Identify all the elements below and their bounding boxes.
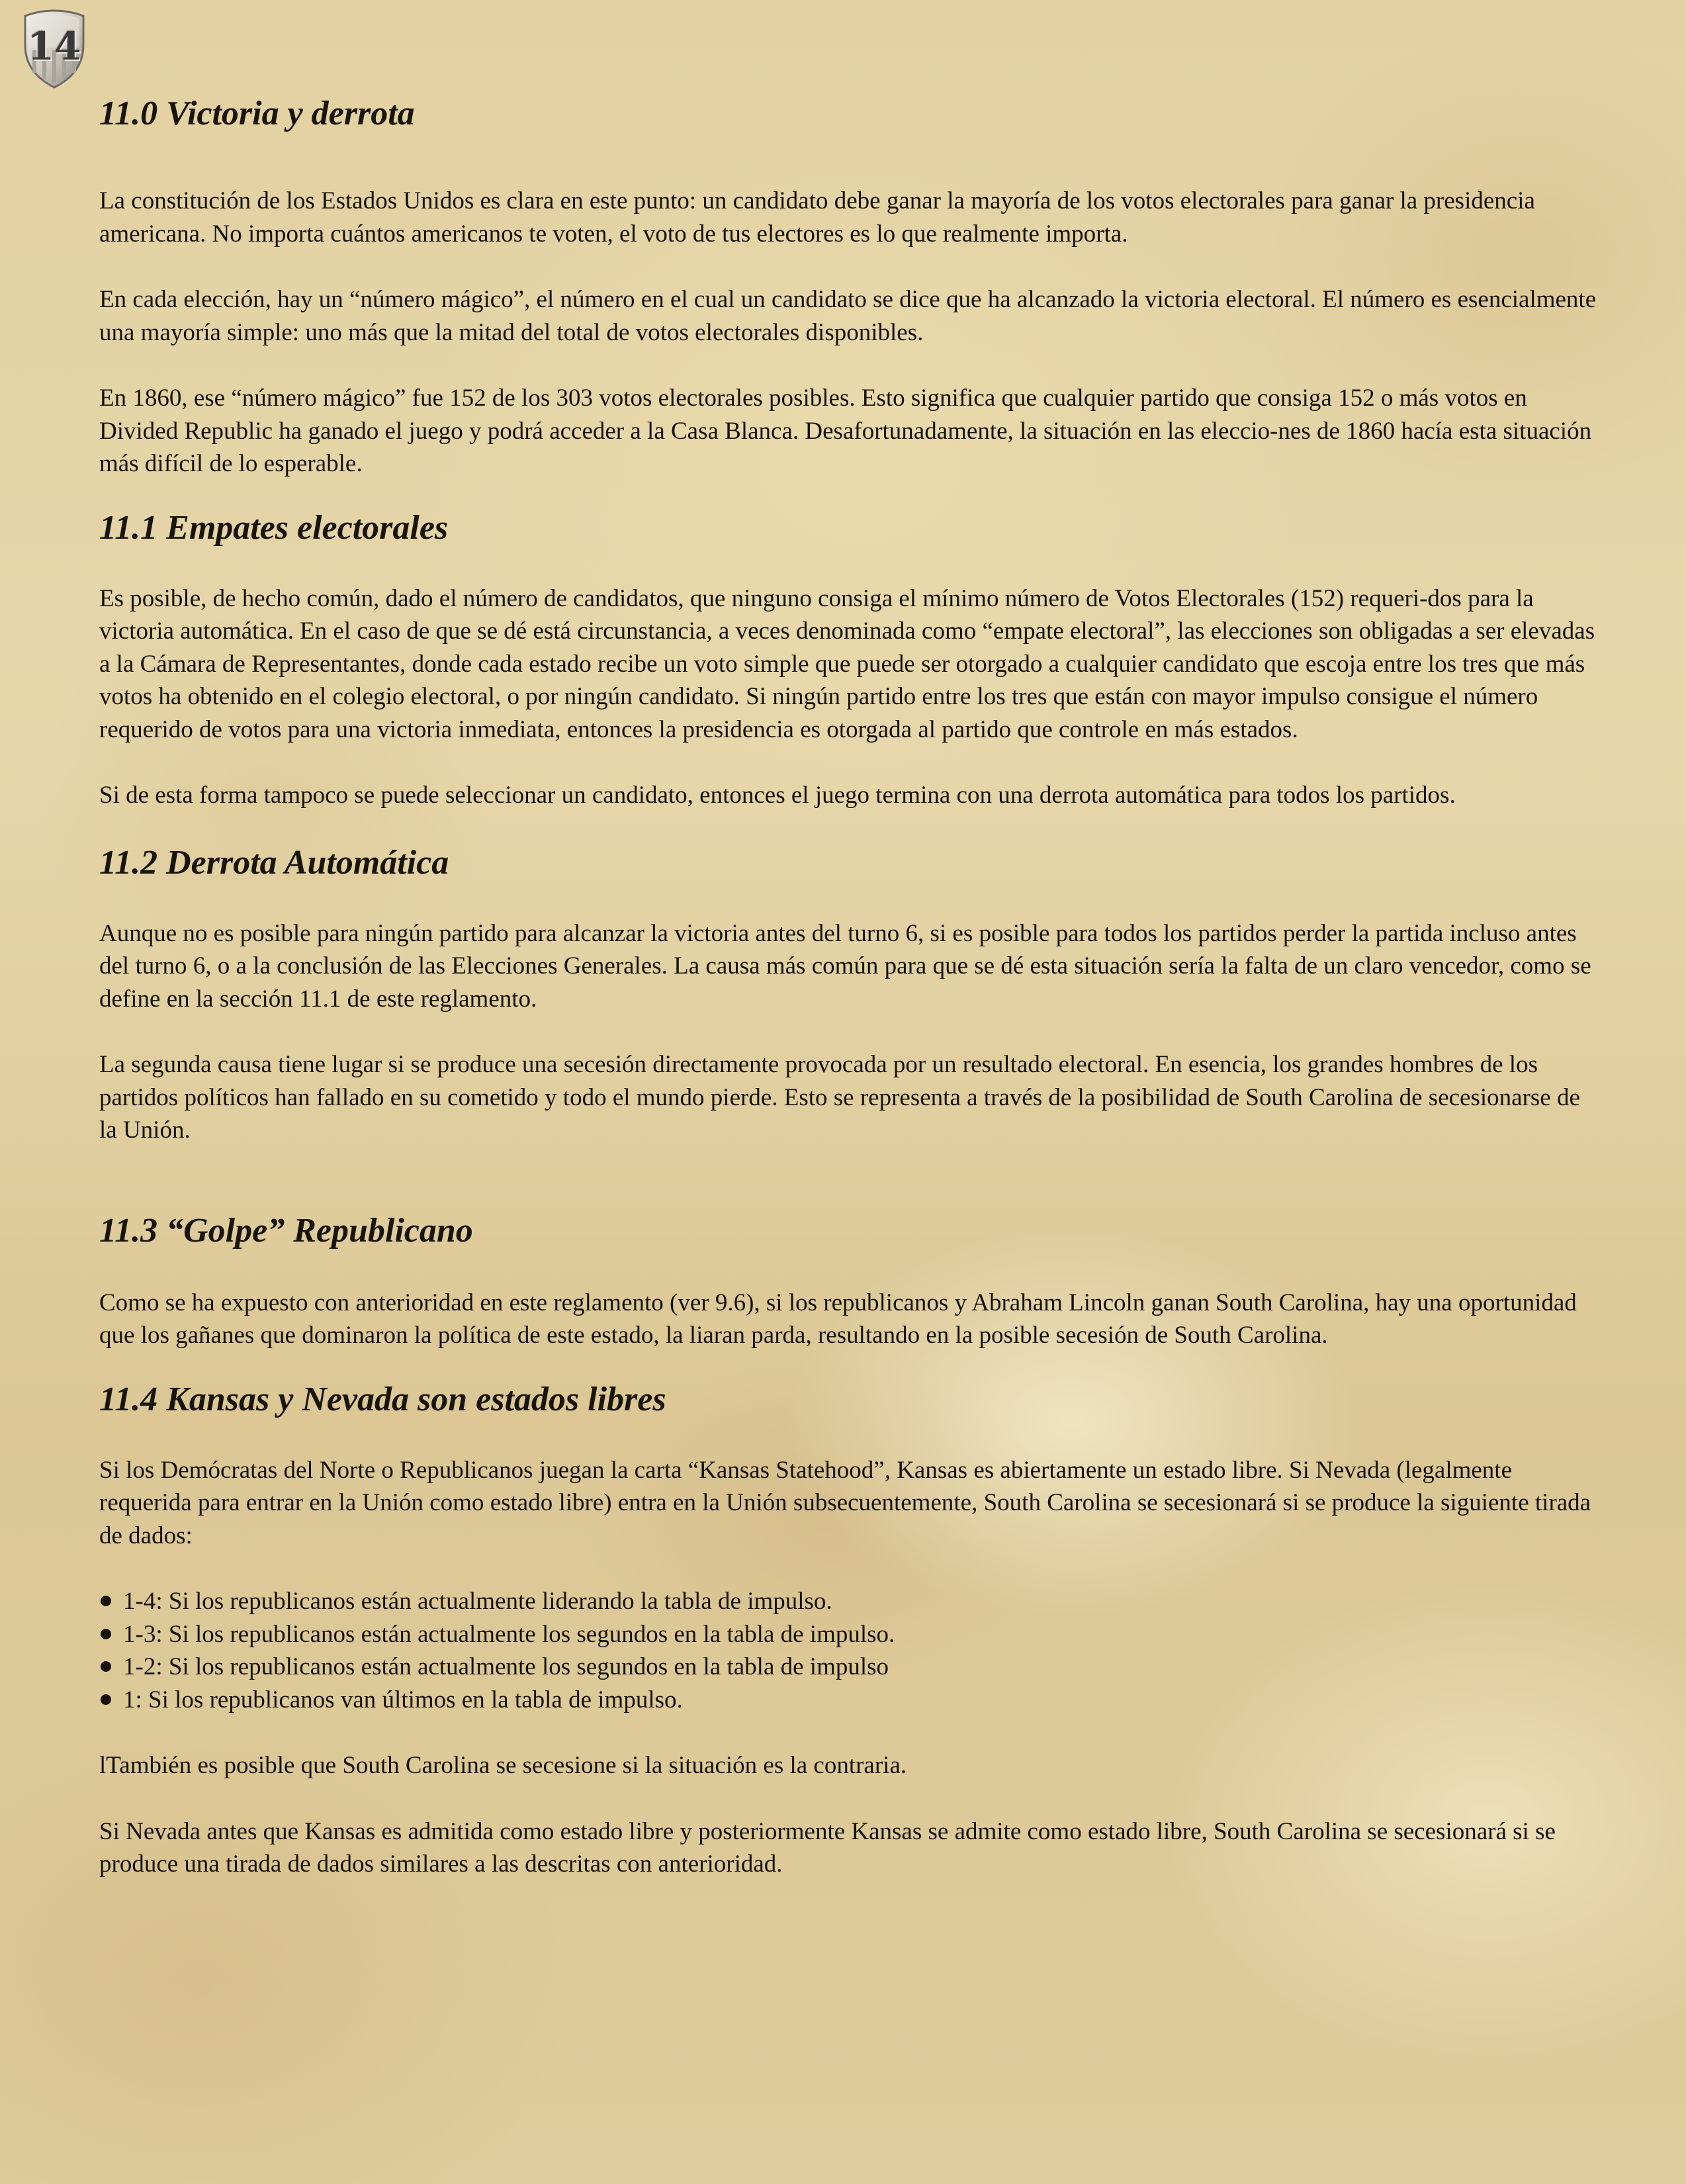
paragraph: Si Nevada antes que Kansas es admitida como estado libre y posteriormente Kansas se admite como estado libre, South Carolina se secesionará si se produce una tirada de dados similares a las descritas con anterioridad.	[99, 1817, 1556, 1878]
list-item	[99, 1618, 1601, 1651]
paragraph: En 1860, ese “número mágico” fue 152 de los 303 votos electorales posibles. Esto significa que cualquier partido que consiga 152 o más votos en Divided Republic ha ganado el juego y podrá acceder a la Casa Blanca. Desafortunadamente, la situación en las eleccio-nes de 1860 hacía esta situación más difícil de lo esperable.	[99, 385, 1592, 477]
section-heading-11-0: 11.0 Victoria y derrota	[99, 95, 415, 132]
list-item-text: 1-2: Si los republicanos están actualmente los segundos en la tabla de impulso	[123, 1653, 889, 1680]
paragraph: Si los Demócratas del Norte o Republicanos juegan la carta “Kansas Statehood”, Kansas es abiertamente un estado libre. Si Nevada (legalmente requerida para entrar en la Unión como estado libre) entra en la Unión subsecuentemente, South Carolina se secesionará si se produce la siguiente tirada de dados:	[99, 1456, 1591, 1549]
paragraph: Es posible, de hecho común, dado el número de candidatos, que ninguno consiga el mínimo número de Votos Electorales (152) requeri-dos para la victoria automática. En el caso de que se dé está circunstancia, a veces denominada como “empate electoral”, las elecciones son obligadas a ser elevadas a la Cámara de Representantes, donde cada estado recibe un voto simple que puede ser otorgado a cualquier candidato que escoja entre los tres que más votos ha obtenido en el colegio electoral, o por ningún candidato. Si ningún partido entre los tres que están con mayor impulso consigue el número requerido de votos para una victoria inmediata, entonces la presidencia es otorgada al partido que controle en más estados.	[99, 584, 1595, 743]
list-item-text: 1-3: Si los republicanos están actualmente los segundos en la tabla de impulso.	[123, 1620, 895, 1648]
document-body	[99, 86, 1601, 1881]
paragraph: Aunque no es posible para ningún partido para alcanzar la victoria antes del turno 6, si es posible para todos los partidos perder la partida incluso antes del turno 6, o a la conclusión de las Elecciones Generales. La causa más común para que se dé esta situación sería la falta de un claro vencedor, como se define en la sección 11.1 de este reglamento.	[99, 919, 1591, 1013]
section-heading-11-4: 11.4 Kansas y Nevada son estados libres	[99, 1380, 666, 1418]
bullet-icon	[101, 1596, 111, 1606]
paragraph: En cada elección, hay un “número mágico”, el número en el cual un candidato se dice que ha alcanzado la victoria electoral. El número es esencialmente una mayoría simple: uno más que la mitad del total de votos electorales disponibles.	[99, 286, 1597, 346]
list-item	[99, 1651, 1601, 1684]
list-item-text: 1: Si los republicanos van últimos en la tabla de impulso.	[123, 1686, 683, 1713]
paragraph: lTambién es posible que South Carolina se secesione si la situación es la contraria.	[99, 1752, 907, 1779]
bullet-icon	[101, 1661, 111, 1672]
bullet-icon	[101, 1629, 111, 1639]
bullet-icon	[101, 1694, 111, 1705]
paragraph: Si de esta forma tampoco se puede seleccionar un candidato, entonces el juego termina con una derrota automática para todos los partidos.	[99, 782, 1456, 809]
paragraph: La constitución de los Estados Unidos es clara en este punto: un candidato debe ganar la mayoría de los votos electorales para ganar la presidencia americana. No importa cuántos americanos te voten, el voto de tus electores es lo que realmente importa.	[99, 187, 1535, 248]
page-number-badge	[20, 4, 89, 90]
list-item-text: 1-4: Si los republicanos están actualmente liderando la tabla de impulso.	[123, 1588, 832, 1615]
paragraph: La segunda causa tiene lugar si se produce una secesión directamente provocada por un resultado electoral. En esencia, los grandes hombres de los partidos políticos han fallado en su cometido y todo el mundo pierde. Esto se representa a través de la posibilidad de South Carolina de secesionarse de la Unión.	[99, 1051, 1580, 1144]
section-heading-11-2: 11.2 Derrota Automática	[99, 843, 449, 882]
section-heading-11-3: 11.3 “Golpe” Republicano	[99, 1211, 473, 1250]
list-item	[99, 1684, 1601, 1717]
section-heading-11-1: 11.1 Empates electorales	[99, 508, 449, 547]
page-number: 14	[27, 24, 81, 69]
dice-roll-list	[99, 1585, 1601, 1716]
list-item	[99, 1585, 1601, 1618]
paragraph: Como se ha expuesto con anterioridad en este reglamento (ver 9.6), si los republicanos y Abraham Lincoln ganan South Carolina, hay una oportunidad que los gañanes que dominaron la política de este estado, la liaran parda, resultando en la posible secesión de South Carolina.	[99, 1289, 1577, 1349]
